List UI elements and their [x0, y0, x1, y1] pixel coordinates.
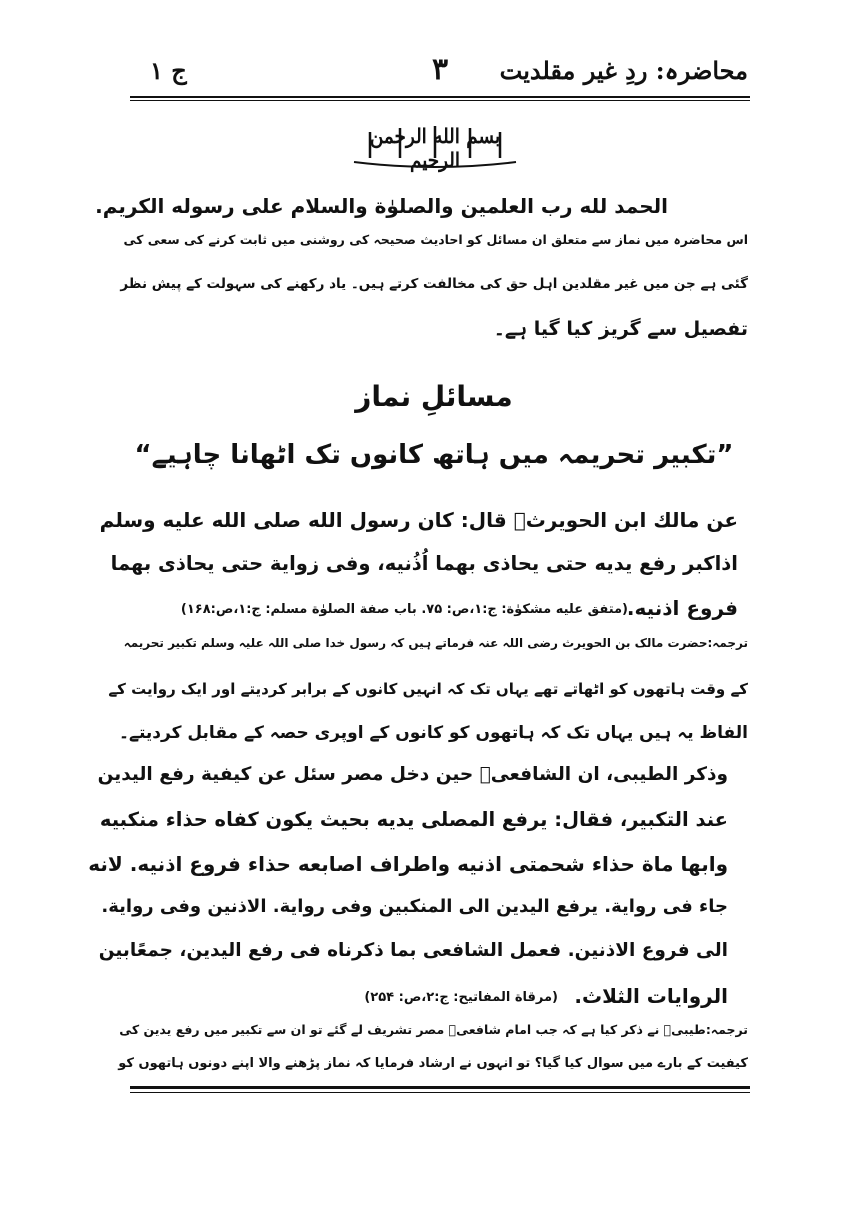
- running-title: محاضرہ: ردِ غیر مقلدیت: [499, 56, 748, 85]
- translation1-text-1: حضرت مالک بن الحویرث رضی اللہ عنہ فرماتے ہیں کہ رسول خدا صلی اللہ علیہ وسلم تکبیر تحریمہ: [123, 636, 708, 650]
- hadith2-line-1: وذكر الطيبى، ان الشافعىؒ حين دخل مصر سئل عن كيفية رفع اليدين: [97, 764, 728, 785]
- footer-rule: [130, 1086, 750, 1089]
- page-number: ۳: [431, 52, 449, 87]
- hadith2-citation: (مرقاة المفاتيح: ج:۲،ص: ۲۵۴): [364, 990, 558, 1005]
- header-rule: [130, 96, 750, 98]
- translation1-line-3: الفاظ یہ ہیں یہاں تک کہ ہاتھوں کو کانوں کے اوپری حصہ کے مقابل کردیتے۔: [119, 723, 748, 743]
- intro-line-1: اس محاضرہ میں نماز سے متعلق ان مسائل کو احادیث صحیحہ کی روشنی میں ثابت کرنے کی سعی کی: [123, 232, 748, 247]
- translation1-line-1: [124, 636, 748, 650]
- translation2-line-2: کیفیت کے بارے میں سوال کیا گیا؟ تو انہوں نے ارشاد فرمایا کہ نماز پڑھنے والا اپنے دونوں ہاتھوں کو: [118, 1056, 748, 1071]
- sub-title: ”تکبیر تحریمہ میں ہاتھ کانوں تک اٹھانا چاہیے“: [134, 440, 734, 470]
- hadith2-line-4: جاء فى رواية. يرفع اليدين الى المنكبين وفى رواية. الاذنين وفى رواية.: [101, 896, 728, 917]
- hamd-line: الحمد لله رب العلمين والصلوٰة والسلام على رسوله الكريم.: [95, 194, 668, 218]
- page-header: [130, 52, 750, 96]
- intro-line-3: تفصیل سے گریز کیا گیا ہے۔: [493, 318, 748, 340]
- basmala-calligraphy: [340, 118, 530, 174]
- intro-line-2: گئی ہے جن میں غیر مقلدین اہل حق کی مخالفت کرتے ہیں۔ یاد رکھنے کی سہولت کے پیش نظر: [120, 276, 748, 292]
- section-title: مسائلِ نماز: [355, 380, 513, 413]
- hadith2-line-3: وابها ماة حذاء شحمتى اذنيه واطراف اصابعه حذاء فروع اذنيه. لانه: [88, 852, 728, 876]
- hadith2-line-5: الى فروع الاذنين. فعمل الشافعى بما ذكرناه فى رفع اليدين، جمعًابين: [98, 940, 728, 961]
- hadith2-line-2: عند التكبير، فقال: يرفع المصلى يديه بحيث يكون كفاه حذاء منكبيه: [99, 808, 728, 831]
- translation1-line-2: کے وقت ہاتھوں کو اٹھاتے تھے یہاں تک کہ انہیں کانوں کے برابر کردیتے اور ایک روایت کے: [108, 680, 748, 698]
- hadith2-line-6: الروايات الثلاث.: [574, 984, 728, 1008]
- header-rule-thin: [130, 100, 750, 101]
- footer-rule-thin: [130, 1092, 750, 1093]
- hadith1-line-3: فروع اذنيه.: [626, 596, 738, 620]
- translation-label: ترجمہ:: [705, 1022, 748, 1037]
- hadith1-line-1: عن مالك ابن الحويرثؓ قال: كان رسول الله صلى الله عليه وسلم: [99, 508, 738, 532]
- volume-label: ج ۱: [150, 56, 187, 85]
- translation2-text-1: طیبیؒ نے ذکر کیا ہے کہ جب امام شافعیؒ مصر تشریف لے گئے تو ان سے تکبیر میں رفع یدین کی: [119, 1022, 706, 1037]
- hadith1-citation: (متفق عليه مشكوٰة: ج:۱،ص: ۷۵. باب صفة الصلوٰة مسلم: ج:۱،ص:۱۶۸): [180, 602, 628, 617]
- translation-label: ترجمہ:: [707, 636, 748, 650]
- hadith1-line-2: اذاكبر رفع يديه حتى يحاذى بهما اُذُنيه، وفى زواية حتى يحاذى بهما: [110, 552, 738, 575]
- basmala-text: بسم الله الرحمن الرحيم: [369, 124, 501, 172]
- translation2-line-1: [119, 1022, 748, 1037]
